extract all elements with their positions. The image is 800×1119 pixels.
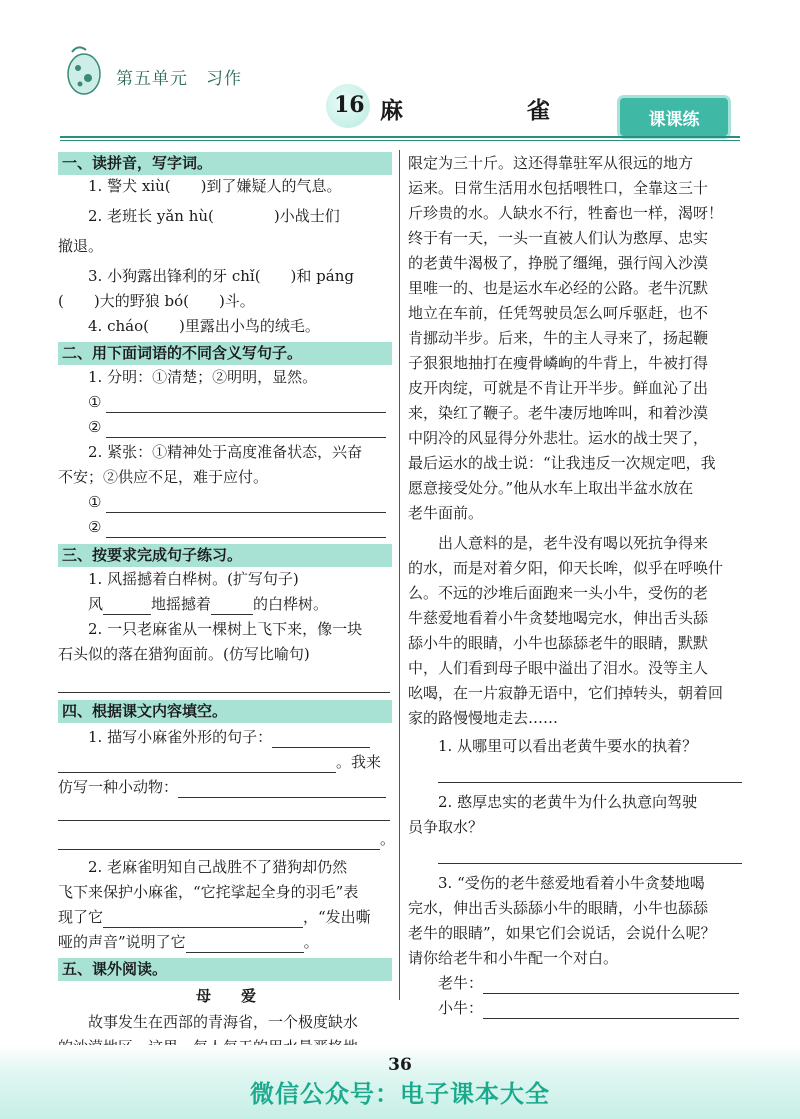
story-line: 终于有一天，一头一直被人们认为憨厚、忠实 — [408, 229, 709, 247]
story-line: 皮开肉绽，可就是不肯让开半步。鲜血沁了出 — [408, 379, 709, 397]
story-line: 出人意料的是，老牛没有喝以死抗争得来 — [438, 534, 709, 552]
s3-answer-line[interactable] — [58, 692, 390, 693]
story-line: 子狠狠地抽打在瘦骨嶙峋的牛背上，牛被打得 — [408, 354, 709, 372]
s2-line-2: 2. 紧张：①精神处于高度准备状态，兴奋 — [88, 443, 363, 461]
question-2b: 员争取水？ — [408, 818, 484, 836]
s1-line-2: 2. 老班长 yǎn hù( )小战士们 — [88, 207, 340, 225]
story-line: 里唯一的、也是运水车必经的公路。老牛沉默 — [408, 279, 709, 297]
s1-line-3: 撤退。 — [58, 237, 104, 255]
calf-label: 小牛： — [438, 999, 484, 1017]
right-column — [408, 152, 744, 1019]
story-line: 愿意接受处分。”他从水车上取出半盆水放在 — [408, 479, 694, 497]
s4-dot: 。 — [380, 830, 396, 848]
s1-line-5: ( )大的野狼 bó( )斗。 — [58, 292, 255, 310]
unit-decoration-icon — [58, 42, 106, 98]
s2-line-3: 不安；②供应不足，难于应付。 — [58, 468, 269, 486]
s4-blank-3[interactable] — [178, 781, 386, 798]
page-number: 36 — [388, 1055, 412, 1075]
q2-answer-line[interactable] — [438, 863, 742, 864]
story-p1: 故事发生在西部的青海省，一个极度缺水 — [88, 1013, 359, 1031]
section-1-heading: 一、读拼音，写字词。 — [58, 152, 392, 175]
lesson-number: 16 — [334, 92, 365, 118]
s4-line-3: 仿写一种小动物： — [58, 778, 179, 796]
s3-line-3: 2. 一只老麻雀从一棵树上飞下来，像一块 — [88, 620, 363, 638]
story-line: 么。不远的沙堆后面跑来一头小牛，受伤的老 — [408, 584, 709, 602]
story-line: 老牛面前。 — [408, 504, 484, 522]
story-line: 肯挪动半步。后来，牛的主人寻来了，扬起鞭 — [408, 329, 709, 347]
question-3-line: 请你给老牛和小牛配一个对白。 — [408, 949, 619, 967]
story-line: 中阴冷的风显得分外悲壮。运水的战士哭了， — [408, 429, 709, 447]
s1-line-4: 3. 小狗露出锋利的牙 chǐ( )和 páng — [88, 267, 354, 285]
s4-line-6a: 现了它 — [58, 908, 104, 926]
s4-blank-1[interactable] — [272, 731, 370, 748]
s2-answer-1[interactable] — [106, 396, 386, 413]
story-line: 吆喝，在一片寂静无语中，它们掉转头，朝着回 — [408, 684, 724, 702]
s2-mark-2: ② — [88, 418, 102, 436]
s4-line-2: 。我来 — [336, 753, 382, 771]
s4-line-7a: 哑的声音”说明了它 — [58, 933, 186, 951]
s4-blank-2[interactable] — [58, 756, 336, 773]
s4-answer-line-1[interactable] — [58, 820, 390, 821]
s3-text-b: 地摇撼着 — [151, 595, 212, 613]
s4-blank-6[interactable] — [186, 936, 304, 953]
s4-blank-4[interactable] — [58, 833, 380, 850]
s2-mark-1: ① — [88, 393, 102, 411]
story-title: 母 爱 — [195, 987, 256, 1005]
unit-label: 第五单元 习作 — [116, 69, 242, 89]
calf-answer[interactable] — [483, 1002, 739, 1019]
story-line: 的老黄牛渴极了，挣脱了缰绳，强行闯入沙漠 — [408, 254, 709, 272]
practice-tag: 课课练 — [620, 98, 728, 136]
s2-mark-3: ① — [88, 493, 102, 511]
story-line: 家的路慢慢地走去…… — [408, 709, 559, 727]
s2-answer-2[interactable] — [106, 421, 386, 438]
question-3-line: 3. “受伤的老牛慈爱地看着小牛贪婪地喝 — [438, 874, 705, 892]
question-2a: 2. 憨厚忠实的老黄牛为什么执意向驾驶 — [438, 793, 698, 811]
story-line: 的水，而是对着夕阳，仰天长哞，似乎在呼唤什 — [408, 559, 724, 577]
story-line: 限定为三十斤。这还得靠驻军从很远的地方 — [408, 154, 694, 172]
s2-answer-4[interactable] — [106, 521, 386, 538]
s3-blank-1[interactable] — [103, 598, 151, 615]
s1-line-6: 4. cháo( )里露出小鸟的绒毛。 — [88, 317, 320, 335]
section-3-heading: 三、按要求完成句子练习。 — [58, 544, 392, 567]
s2-line-1: 1. 分明：①清楚；②明明，显然。 — [88, 368, 318, 386]
story-line: 中，人们看到母子眼中溢出了泪水。没等主人 — [408, 659, 709, 677]
s4-line-5: 飞下来保护小麻雀，“它挓挲起全身的羽毛”表 — [58, 883, 359, 901]
question-3-line: 完水，伸出舌头舔舔小牛的眼睛，小牛也舔舔 — [408, 899, 709, 917]
story-line: 来，染红了鞭子。老牛凄厉地哞叫，和着沙漠 — [408, 404, 709, 422]
story-line: 舔小牛的眼睛，小牛也舔舔老牛的眼睛，默默 — [408, 634, 709, 652]
story-line: 运来。日常生活用水包括喂牲口，全靠这三十 — [408, 179, 709, 197]
s4-blank-5[interactable] — [103, 911, 303, 928]
story-line: 斤珍贵的水。人缺水不行，牲畜也一样，渴呀！ — [408, 204, 724, 222]
wechat-watermark: 微信公众号：电子课本大全 — [250, 1080, 550, 1108]
column-divider — [399, 150, 400, 1000]
header-rule — [60, 136, 740, 138]
question-3-line: 老牛的眼睛”，如果它们会说话，会说什么呢？ — [408, 924, 716, 942]
section-5-heading: 五、课外阅读。 — [58, 958, 392, 981]
s3-blank-2[interactable] — [211, 598, 253, 615]
left-column — [58, 152, 394, 1058]
section-4-heading: 四、根据课文内容填空。 — [58, 700, 392, 723]
s1-line-1: 1. 警犬 xiù( )到了嫌疑人的气息。 — [88, 177, 342, 195]
old-cow-answer[interactable] — [483, 977, 739, 994]
s4-line-1: 1. 描写小麻雀外形的句子： — [88, 728, 273, 746]
section-2-heading: 二、用下面词语的不同含义写句子。 — [58, 342, 392, 365]
s4-line-7b: 。 — [303, 933, 319, 951]
lesson-title: 麻 雀 — [380, 97, 576, 124]
s2-answer-3[interactable] — [106, 496, 386, 513]
old-cow-label: 老牛： — [438, 974, 484, 992]
q1-answer-line[interactable] — [438, 782, 742, 783]
s3-text-a: 风 — [88, 595, 104, 613]
header-rule-thin — [60, 140, 740, 141]
s4-line-4: 2. 老麻雀明知自己战胜不了猎狗却仍然 — [88, 858, 348, 876]
story-line: 最后运水的战士说：“让我违反一次规定吧，我 — [408, 454, 716, 472]
s4-line-6b: ，“发出嘶 — [303, 908, 371, 926]
s3-text-c: 的白桦树。 — [253, 595, 329, 613]
story-line: 地立在车前，任凭驾驶员怎么呵斥驱赶，也不 — [408, 304, 709, 322]
s3-line-4: 石头似的落在猎狗面前。(仿写比喻句) — [58, 645, 310, 663]
s3-line-1: 1. 风摇撼着白桦树。(扩写句子) — [88, 570, 299, 588]
story-line: 牛慈爱地看着小牛贪婪地喝完水，伸出舌头舔 — [408, 609, 709, 627]
s2-mark-4: ② — [88, 518, 102, 536]
question-1: 1. 从哪里可以看出老黄牛要水的执着？ — [438, 737, 698, 755]
